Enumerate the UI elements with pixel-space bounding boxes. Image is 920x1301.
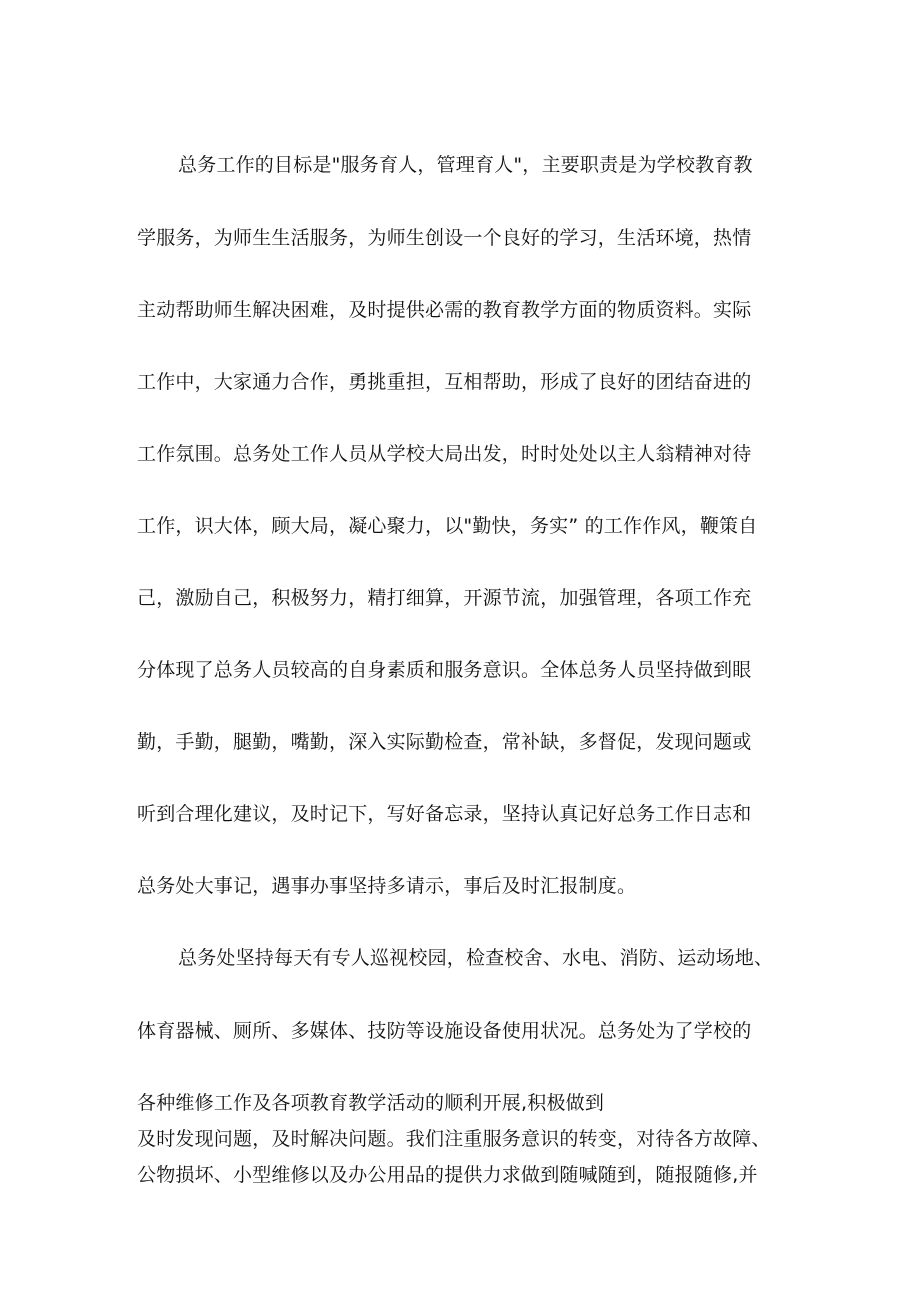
text-line: 体育器械、厕所、多媒体、技防等设施设备使用状况。总务处为了学校的	[137, 1020, 752, 1042]
text-line: 工作氛围。总务处工作人员从学校大局出发，时时处处以主人翁精神对待	[137, 443, 752, 465]
text-line: 工作，识大体，顾大局，凝心聚力，以"勤快，务实” 的工作作风，鞭策自	[137, 515, 758, 537]
text-line: 公物损坏、小型维修以及办公用品的提供力求做到随喊随到，随报随修,并	[137, 1164, 758, 1186]
text-line: 及时发现问题，及时解决问题。我们注重服务意识的转变，对待各方故障、	[137, 1128, 771, 1150]
text-line: 总务工作的目标是"服务育人，管理育人"，主要职责是为学校教育教	[178, 154, 753, 176]
text-line: 主动帮助师生解决困难，及时提供必需的教育教学方面的物质资料。实际	[137, 299, 752, 321]
text-line: 勤，手勤，腿勤，嘴勤，深入实际勤检查，常补缺，多督促，发现问题或	[137, 731, 752, 753]
text-line: 总务处坚持每天有专人巡视校园，检查校舍、水电、消防、运动场地、	[178, 947, 774, 969]
text-line: 工作中，大家通力合作，勇挑重担，互相帮助，形成了良好的团结奋进的	[137, 371, 752, 393]
text-line: 己，激励自己，积极努力，精打细算，开源节流，加强管理，各项工作充	[137, 587, 752, 609]
text-line: 学服务，为师生生活服务，为师生创设一个良好的学习，生活环境，热情	[137, 227, 752, 249]
text-line: 听到合理化建议，及时记下，写好备忘录，坚持认真记好总务工作日志和	[137, 803, 752, 825]
text-line: 分体现了总务人员较高的自身素质和服务意识。全体总务人员坚持做到眼	[137, 659, 752, 681]
text-line: 各种维修工作及各项教育教学活动的顺利开展,积极做到	[137, 1092, 605, 1114]
text-line: 总务处大事记，遇事办事坚持多请示，事后及时汇报制度。	[137, 875, 637, 897]
